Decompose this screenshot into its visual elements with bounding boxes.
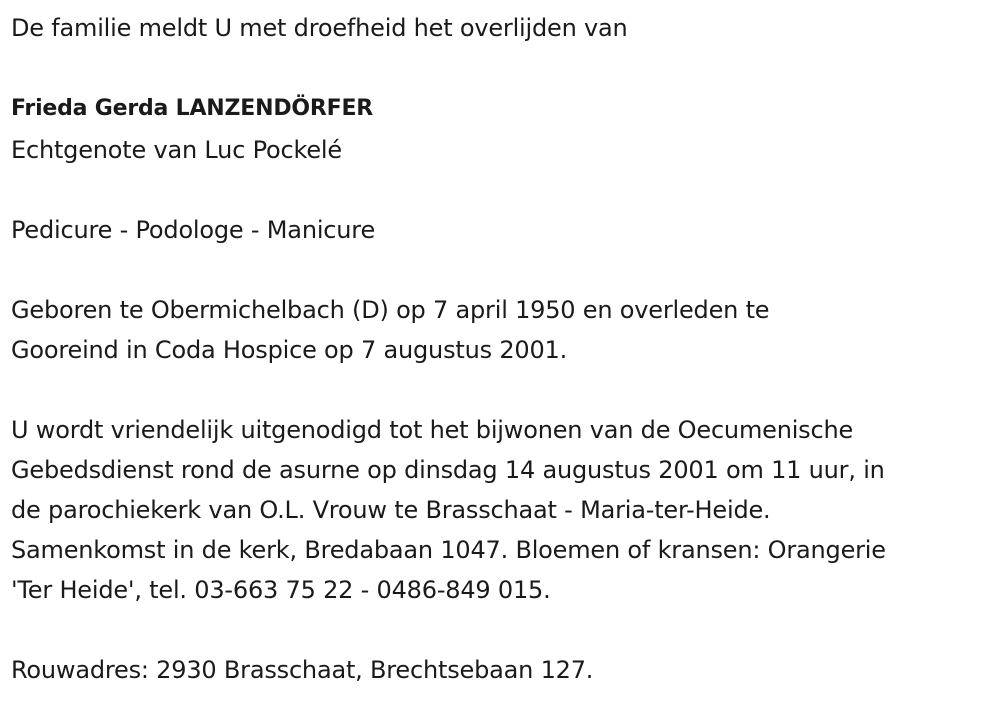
service-line: U wordt vriendelijk uitgenodigd tot het bijwonen van de Oecumenische (11, 416, 854, 444)
intro-text: De familie meldt U met droefheid het overlijden van (11, 14, 628, 42)
profession-text: Pedicure - Podologe - Manicure (11, 216, 376, 244)
service-line: 'Ter Heide', tel. 03-663 75 22 - 0486-849 015. (11, 576, 551, 604)
deceased-name: Frieda Gerda LANZENDÖRFER (11, 96, 374, 121)
obituary-notice (11, 8, 991, 690)
birth-death-line: Gooreind in Coda Hospice op 7 augustus 2001. (11, 336, 568, 364)
service-line: de parochiekerk van O.L. Vrouw te Brasschaat - Maria-ter-Heide. (11, 496, 771, 524)
service-line: Samenkomst in de kerk, Bredabaan 1047. Bloemen of kransen: Orangerie (11, 536, 886, 564)
service-line: Gebedsdienst rond de asurne op dinsdag 14 augustus 2001 om 11 uur, in (11, 456, 885, 484)
address-text: Rouwadres: 2930 Brasschaat, Brechtsebaan 127. (11, 656, 594, 684)
birth-death-line: Geboren te Obermichelbach (D) op 7 april 1950 en overleden te (11, 296, 770, 324)
spouse-text: Echtgenote van Luc Pockelé (11, 136, 342, 164)
